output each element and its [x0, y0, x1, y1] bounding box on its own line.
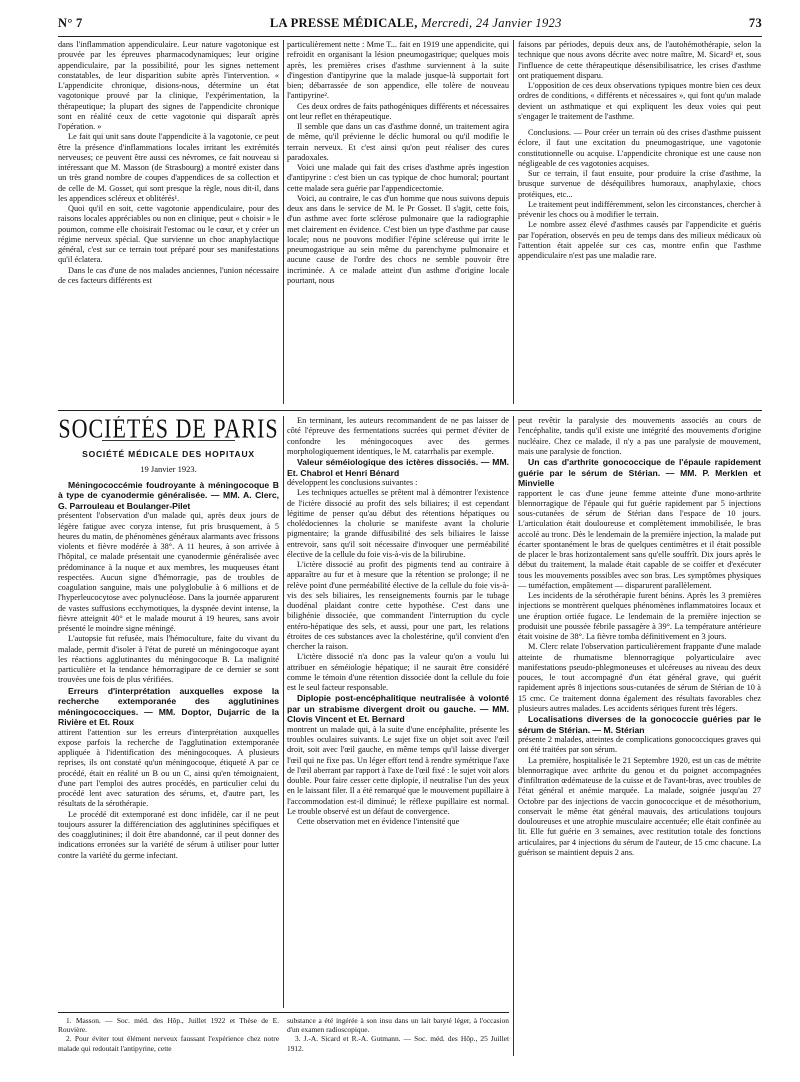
section-divider [58, 410, 762, 411]
paragraph: L'autopsie fut refusée, mais l'hémoculture, faite du vivant du malade, permit d'isoler à l'état de pureté un méningocoque ayant les réactions agglutinantes du méningocoque B. La malignité particulière et la tendance hémorragipare de ce dernier se sont trouvées une fois de plus vérifiées. [58, 634, 279, 685]
paragraph: développent les conclusions suivantes : [287, 478, 418, 487]
paragraph: Sur ce terrain, il faut ensuite, pour produire la crise d'asthme, la brusque survenue de déséquilibres humoraux, anaphylaxie, chocs protéiques, etc... [518, 169, 761, 199]
paragraph: Le nombre assez élevé d'asthmes causés par l'appendicite et guéris par l'opération, observés en peu de temps dans des milieux médicaux où l'attention était appelée sur ces cas, montre enfin que l'asthme appendiculaire n'est pas une maladie rare. [518, 220, 761, 260]
bottom-column-2 [287, 416, 509, 1008]
paragraph: Il semble que dans un cas d'asthme donné, un traitement agira de même, qu'il prévienne le déclic humoral ou qu'il modifie le terrain nerveux. Et c'est ainsi qu'on peut réaliser des cures paradoxales. [287, 122, 509, 162]
paragraph: M. Clerc relate l'observation particulièrement frappante d'une malade atteinte de rhumatisme blennorragique polyarticulaire avec manifestations pseudo-phlegmoneuses et ulcéreuses au niveau des deux pouces, le tout accompagné d'un état général grave, qui guérit rapidement après 8 injections sous-cutanées de sérum de Stérian de 10 à 15 cmc. Ce traitement donna également des résultats favorables chez plusieurs autres malades. Les accidents sériques furent très légers. [518, 642, 761, 713]
column-divider [513, 40, 514, 404]
section-heading: SOCIÉTÉS DE PARIS [58, 416, 279, 444]
footnotes-left [58, 1016, 279, 1053]
paragraph: montrent un malade qui, à la suite d'une encéphalite, présente les troubles oculaires suivants. Le sujet fixe un objet soit avec l'œil droit, soit avec l'œil gauche, en même temps qu'il laisse diverger l'œil qui ne fixe pas. Un léger effort tend à rendre symétrique l'axe de l'œil aberrant par rapport à l'axe de l'œil fixé : le sujet voit alors double. Pour faire cesser cette diplopie, il neutralise l'un des yeux en le laissant filer. Il a été remarqué que le mouvement pupillaire à l'accommodation est-il diminué; le réflexe pupillaire est normal. Le trouble observé est un défaut de convergence. [287, 724, 509, 816]
paragraph: Quoi qu'il en soit, cette vagotonie appendiculaire, pour des raisons locales appréciables ou non en clinique, peut « choisir » le poumon, comme elle choisirait l'estomac ou le cœur, et y créer un régime nerveux spécial. Que survienne un choc anaphylactique général, c'est sur ce terrain tout préparé pour ses manifestations qu'il éclatera. [58, 204, 279, 265]
issue-date: Mercredi, 24 Janvier 1923 [421, 16, 562, 30]
column-divider [283, 40, 284, 404]
footnote: 1. Masson. — Soc. méd. des Hôp., Juillet 1922 et Thèse de E. Rouvière. [58, 1016, 279, 1035]
paragraph: Le traitement peut indifféremment, selon les circonstances, chercher à prévenir les chocs ou à modifier le terrain. [518, 199, 761, 219]
page-header [58, 16, 762, 37]
column-divider [283, 416, 284, 1008]
communication-title: Localisations diverses de la gonococcie guéries par le sérum de Stérian. — M. Stérian [518, 714, 761, 735]
paragraph: Cette observation met en évidence l'intensité que [297, 817, 460, 826]
issue-number: N° 7 [58, 16, 83, 30]
communication-title: Diplopie post-encéphalitique neutralisée à volonté par un strabisme divergent droit ou gauche. — MM. Clovis Vincent et Et. Bernard [287, 693, 509, 725]
paragraph: Ces deux ordres de faits pathogéniques différents et nécessaires ont leur reflet en thérapeutique. [287, 101, 509, 121]
paragraph: dans l'inflammation appendiculaire. Leur nature vagotonique est prouvée par les épreuves pharmacodynamiques; leur origine appendiculaire, par la possibilité, pour les signes nettement constatables, de leur disparition subite après l'intervention. « L'appendicite chronique, disions-nous, détermine un état vagotonique prouvé par la clinique, l'expérimentation, la thérapeutique; la plupart des signes de l'appendicite chronique sont en réalité ceux de cette vagotonie qui disparaît après l'opération. » [58, 40, 279, 131]
paragraph: Le fait qui unit sans doute l'appendicite à la vagotonie, ce peut être la présence d'inflammations locales irritant les extrémités nerveuses; ce peuvent être aussi ces névromes, ce fait nouveau si intéressant que M. Masson (de Strasbourg) a montré exister dans un très grand nombre de coupes d'appendices de sa collection et de celle de M. Gosset, qui sont presque la règle, nous dit-il, dans les appendices scléreux et oblitérés¹. [58, 132, 279, 203]
paragraph: En terminant, les auteurs recommandent de ne pas laisser de côté l'épreuve des fermentations sucrées qui permet d'éviter de confondre les méningocoques avec des germes morphologiquement identiques, le M. catarrhalis par exemple. [287, 416, 509, 456]
footnote: 3. J.-A. Sicard et R.-A. Gutmann. — Soc. méd. des Hôp., 25 Juillet 1912. [287, 1034, 509, 1053]
paragraph: La première, hospitalisée le 21 Septembre 1920, est un cas de métrite blennorragique avec arthrite du genou et du poignet accompagnées d'infiltration œdémateuse de la cuisse et de l'avant-bras, avec troubles de l'état général et anémie marquée. La malade, soignée jusqu'au 27 Octobre par des injections de vaccin gonococcique et de mésothorium, conservait le même état général mauvais, des articulations toujours douloureuses et une atrophie musculaire accentuée; elle était confinée au lit. Elle fut guérie en 3 semaines, avec restitution totale des fonctions articulaires, par 4 injections du sérum de l'auteur, de 15 cmc chacune. La guérison se maintient depuis 2 ans. [518, 755, 761, 857]
page-number: 73 [748, 16, 762, 30]
footnotes-right [287, 1016, 509, 1053]
communication-title: Un cas d'arthrite gonococcique de l'épaule rapidement guérie par le sérum de Stérian. — MM. P. Merklen et Minvielle [518, 457, 761, 488]
paragraph: peut revêtir la paralysie des mouvements associés au cours de l'encéphalite, tandis qu'il existe une intégrité des mouvements d'origine nucléaire. Chez ce malade, il n'y a pas une paralysie de mouvement, mais une paralysie de fonction. [518, 416, 761, 456]
paragraph: L'ictère dissocié au profit des pigments tend au contraire à apparaître au fur et à mesure que la rétention se prolonge; il ne relève point d'une perméabilité élective de la cellule du foie vis-à-vis des sels biliaires, les renseignements fournis par le tubage duodénal plaidant contre cette hypothèse. C'est dans une bilighénie dissociée, que commandent l'interruption du cycle entéro-hépatique des sels, et aussi, pour une part, les relations étroites de ces substances avec la cholestérine, qu'il convient d'en chercher la raison. [287, 560, 509, 651]
footnote: 2. Pour éviter tout élément nerveux faussant l'expérience chez notre malade qui redoutait l'antipyrine, cette [58, 1034, 279, 1053]
paragraph: Les techniques actuelles se prêtent mal à démontrer l'existence de l'ictère dissocié au profit des sels biliaires; il est cependant légitime de penser qu'au début des rétentions hépatiques ou cholédociennes la cholurie se manifeste avant la cholurie pigmentaire; la grande diffusibilité des sels biliaires le laisse entrevoir, sans qu'il soit nécessaire d'invoquer une perméabilité élective de la cellule du foie vis-à-vis de la bilirubine. [287, 488, 509, 559]
paragraph: faisons par périodes, depuis deux ans, de l'autohémothérapie, selon la technique que nous avons décrite avec notre maître, M. Sicard³ et, sous l'influence de cette thérapeutique désensibilisatrice, les crises d'asthme ont pratiquement disparu. [518, 40, 761, 80]
journal-name: LA PRESSE MÉDICALE, [269, 16, 418, 30]
paragraph: rapportent le cas d'une jeune femme atteinte d'une mono-arthrite blennorragique de l'épaule qui fut guérie rapidement par 5 injections sous-cutanées de sérum de Stérian dans l'espace de 10 jours. L'articulation était douloureuse et complètement immobilisée, le bras accolé au tronc. Dès le lendemain de la première injection, la malade put écarter spontanément le bras de quelques centimètres et il était possible de placer le bras horizontalement sans qu'elle souffrît. Dix jours après le début du traitement, la malade était capable de se coiffer et d'exécuter tous les mouvements possibles avec son bras. Les symptômes physiques — tuméfaction, empâtement — disparurent parallèlement. [518, 488, 761, 590]
paragraph: présentent l'observation d'un malade qui, après deux jours de légère fatigue avec coryza intense, fut pris brusquement, à 5 heures du matin, de phénomènes généraux alarmants avec frissons violents et fièvre modérée à 38°. A 11 heures, à son arrivée à l'hôpital, ce malade présentait une cyanodermie généralisée avec prédominance à la nuque et aux membres, les muqueuses étant respectées. Aucun signe d'hémorragie, pas de troubles de coagulation sanguine, mais une polyglobulie à 6 millions et de l'hyperleucocytose avec polynucléose. Dans la journée apparurent de vastes suffusions ecchymotiques, la dyspnée devint intense, la fièvre atteignit 40° et le malade mourut à 19 heures, sans avoir présenté le moindre signe méningé. [58, 511, 279, 633]
footnote-divider [58, 1012, 509, 1013]
journal-title [270, 16, 562, 31]
paragraph: L'ictère dissocié n'a donc pas la valeur qu'on a voulu lui attribuer en séméiologie hépatique; il ne saurait être considéré comme le témoin d'une rétention dissociée dont la cellule du foie est le seul facteur responsable. [287, 652, 509, 692]
paragraph: Les incidents de la sérothérapie furent bénins. Après les 3 premières injections se montrèrent quelques phénomènes inflammatoires locaux et une éruption ortiée fugace. Le lendemain de la première injection se produisit une poussée fébrile passagère à 39°. La température antérieure était voisine de 38°. La fièvre tomba définitivement en 3 jours. [518, 591, 761, 641]
session-date: 19 Janvier 1923. [140, 463, 197, 474]
top-column-1 [58, 40, 279, 404]
paragraph: Voici une malade qui fait des crises d'asthme après ingestion d'antipyrine : c'est bien un cas typique de choc humoral; pourtant cette malade sera guérie par l'appendicectomie. [287, 163, 509, 193]
paragraph: Le procédé dit extemporané est donc infidèle, car il ne peut toujours assurer la différenciation des agglutinines spécifiques et des coagglutinines; il doit être abandonné, car il peut donner des indications erronées sur la variété de sérum à utiliser pour lutter contre la variété du germe infectant. [58, 809, 279, 860]
bottom-column-3 [518, 416, 761, 1056]
communication-title: Méningococcémie foudroyante à méningocoque B à type de cyanodermie généralisée. — MM. A. Clerc, G. Parrouleau et Boulanger-Pilet [58, 479, 279, 511]
communication-title: Valeur séméiologique des ictères dissociés. — MM. Et. Chabrol et Henri Bénard [287, 457, 509, 478]
paragraph: L'opposition de ces deux observations typiques montre bien ces deux ordres de conditions, « différents et nécessaires », qui font qu'un malade devient un asthmatique et qui expliquent les deux voies qui peut s'engager le traitement de l'asthme. [518, 81, 761, 121]
footnote: substance a été ingérée à son insu dans un lait baryté léger, à l'occasion d'un examen radioscopique. [287, 1016, 509, 1035]
communication-title: Erreurs d'interprétation auxquelles expose la recherche extemporanée des agglutinines méningococciques. — MM. Doptor, Dujarric de la Rivière et Et. Roux [58, 685, 279, 727]
paragraph: Voici, au contraire, le cas d'un homme que nous suivons depuis deux ans dans le service de M. le Pr Gosset. Il s'agit, cette fois, d'un asthme avec forte sclérose pulmonaire que la radiographie met clairement en évidence. C'est bien un type d'asthme par cause locale; nous ne pouvons modifier l'épine scléreuse qui irrite le pneumogastrique au sein même du parenchyme pulmonaire et aucune cause de l'ordre des chocs ne semble pouvoir être incriminée. A ce malade atteint d'un asthme d'origine locale pourtant, nous [287, 193, 509, 285]
column-divider [513, 416, 514, 1056]
conclusions-paragraph: Conclusions. — Pour créer un terrain où des crises d'asthme puissent éclore, il faut une excitation du pneumogastrique, une vagotonie constitutionnelle ou acquise. L'appendicite chronique est une cause non négligeable de ces vagotonies acquises. [518, 128, 761, 168]
paragraph: attirent l'attention sur les erreurs d'interprétation auxquelles expose parfois la recherche de l'agglutination extemporanée appliquée à l'identification des méningocoques. A plusieurs reprises, ils ont constaté qu'un méningocoque, étiqueté A par ce procédé, était en réalité un B ou un C, ainsi qu'en témoignaient, d'une part l'emploi des autres procédés, en particulier celui du procédé lent avec saturation des sérums, et, d'autre part, les résultats de la sérothérapie. [58, 727, 279, 809]
paragraph: Dans le cas d'une de nos malades anciennes, l'union nécessaire de ces facteurs différents est [58, 265, 279, 285]
bottom-column-1 [58, 416, 279, 1008]
paragraph: présente 2 malades, atteintes de complications gonococciques graves qui ont été traitées par son sérum. [518, 735, 761, 755]
paragraph: particulièrement nette : Mme T... fait en 1919 une appendicite, qui refroidit en organisant la lésion pneumogastrique; quelques mois après, les premières crises d'asthme surviennent à la suite d'ingestion d'antipyrine que la malade jusque-là supportait fort bien; débarrassée de son appendice, elle tolère de nouveau l'antipyrine². [287, 40, 509, 101]
top-column-3 [518, 40, 761, 404]
top-column-2 [287, 40, 509, 404]
society-name: SOCIÉTÉ MÉDICALE DES HOPITAUX [82, 449, 255, 460]
